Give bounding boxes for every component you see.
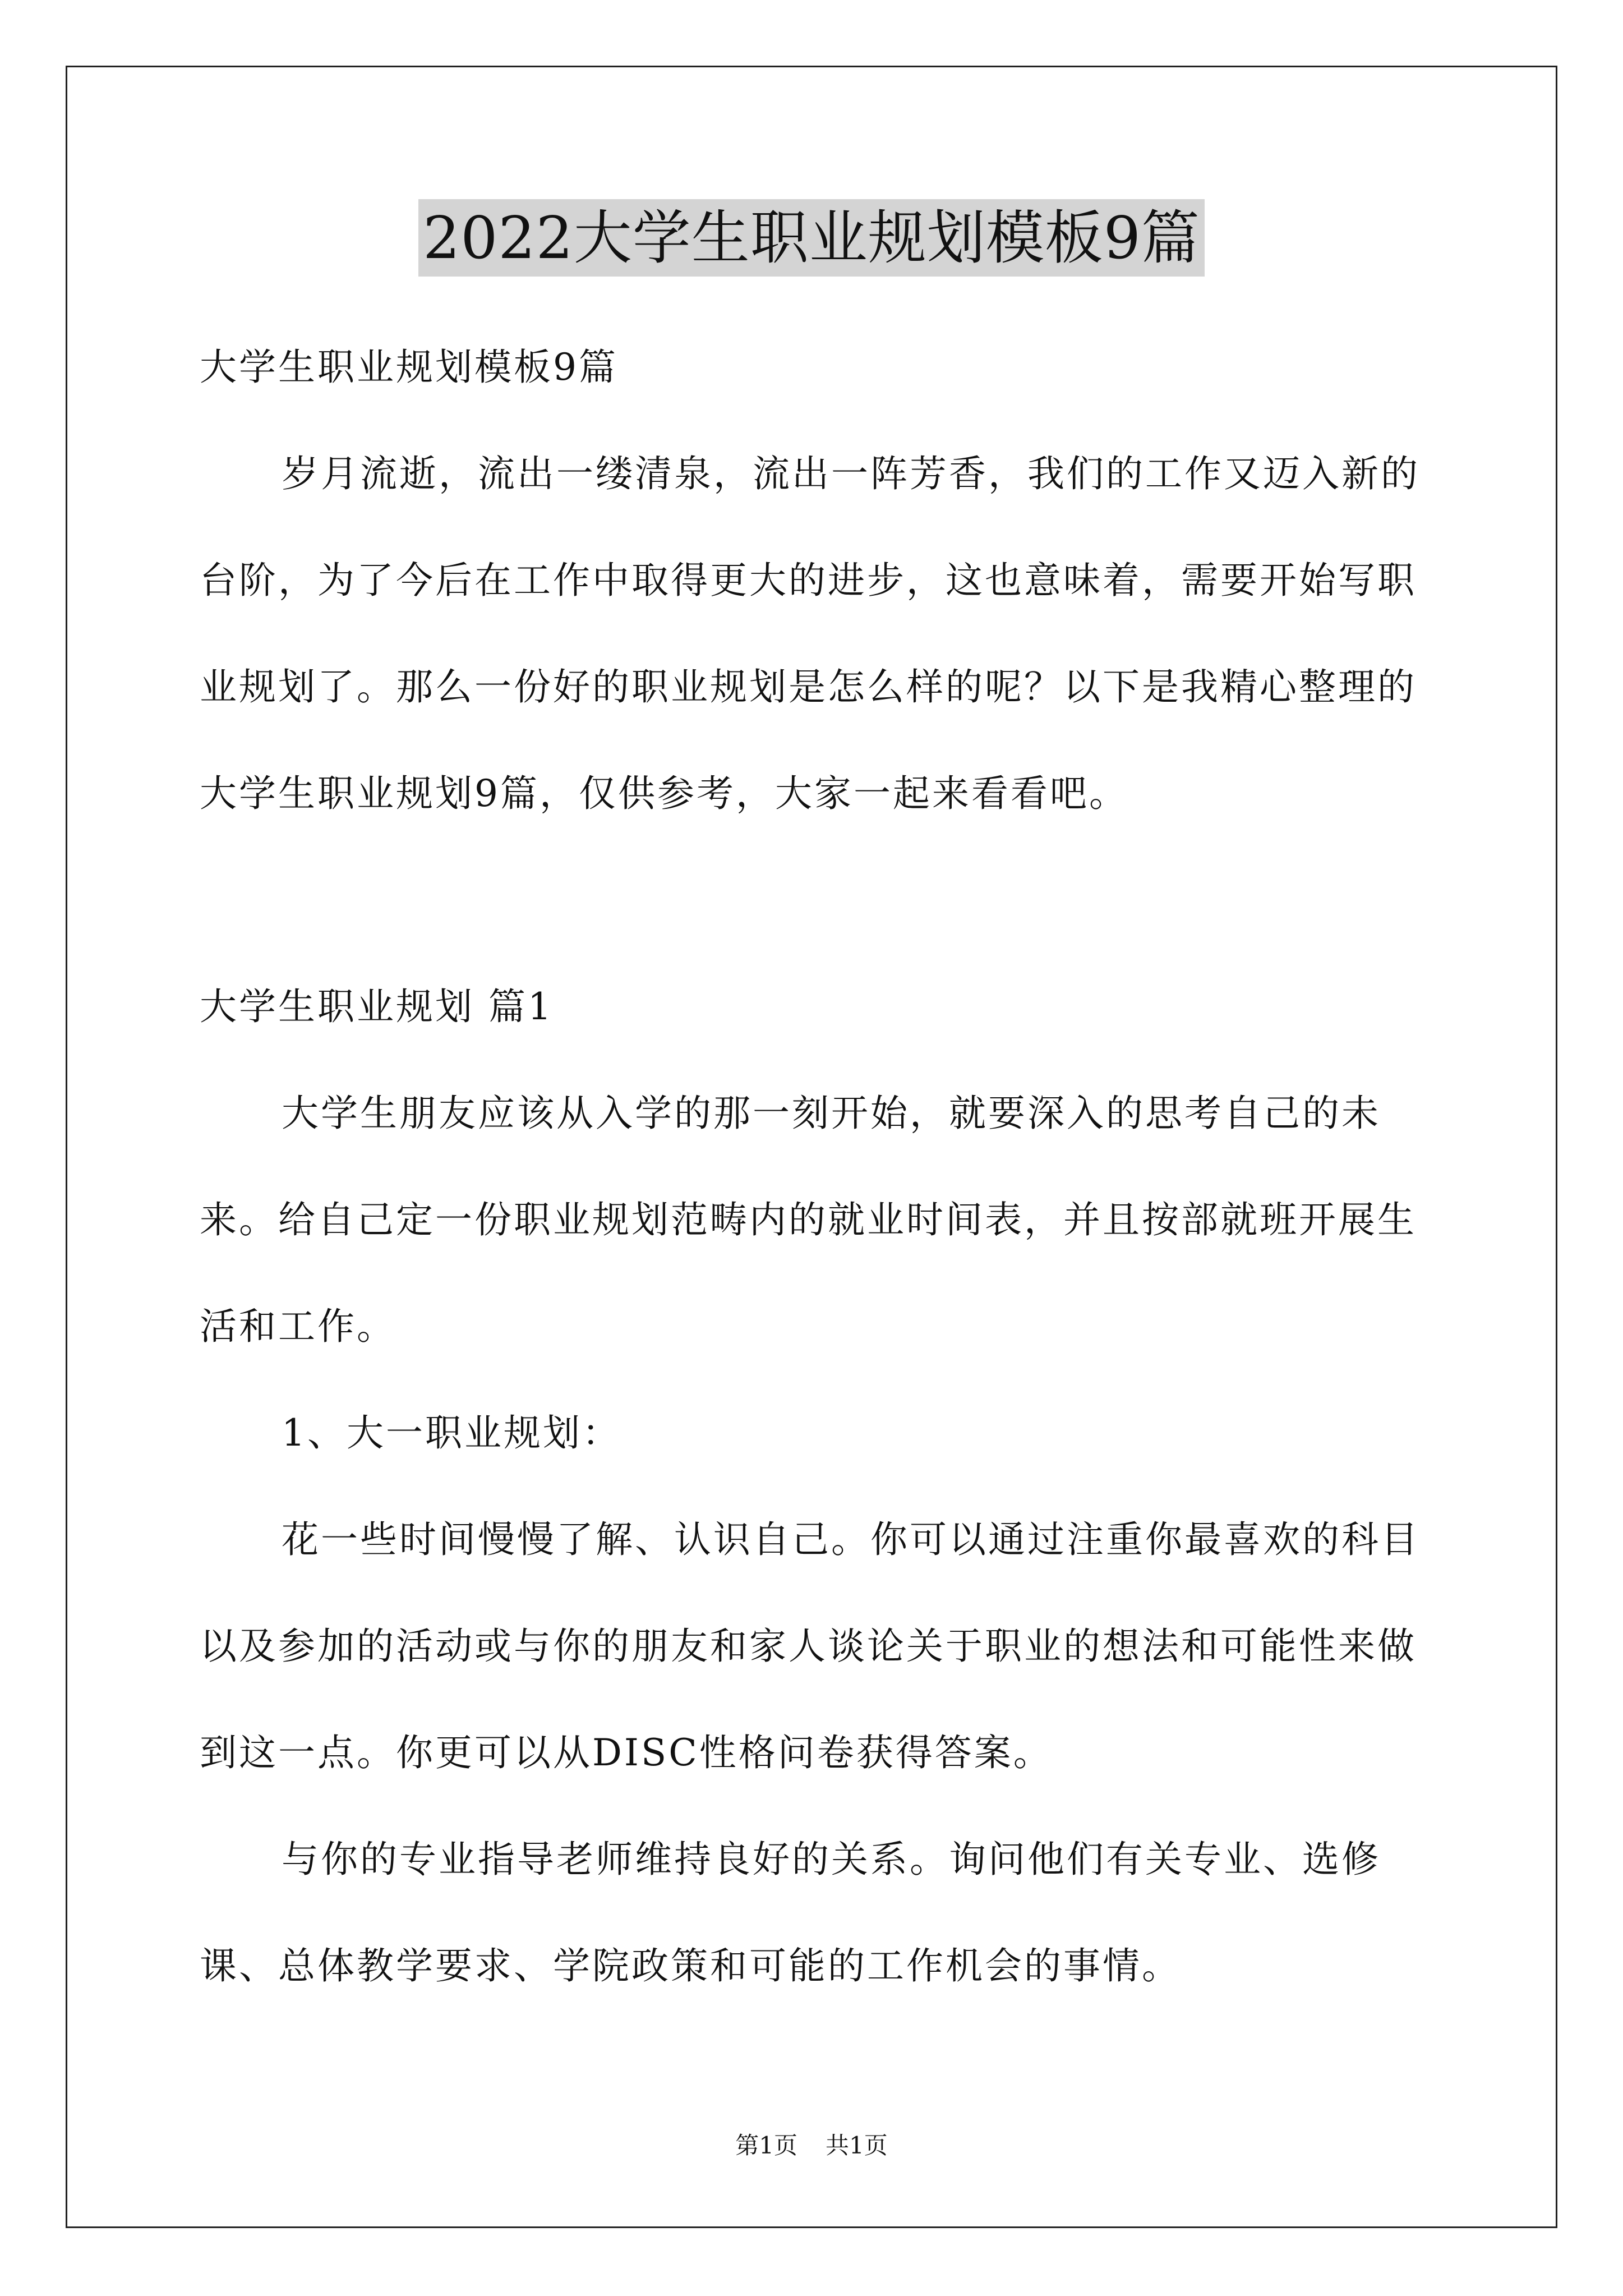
section-heading: 大学生职业规划 篇1	[200, 985, 554, 1028]
document-body	[200, 314, 1428, 2019]
document-subtitle: 大学生职业规划模板9篇	[200, 346, 618, 389]
body-paragraph: 花一些时间慢慢了解、认识自己。你可以通过注重你最喜欢的科目以及参加的活动或与你的朋友和家人谈论关于职业的想法和可能性来做到这一点。你更可以从DISC性格问卷获得答案。	[200, 1518, 1420, 1774]
list-heading: 1、大一职业规划：	[282, 1411, 621, 1455]
document-title: 2022大学生职业规划模板9篇	[418, 199, 1205, 277]
page-footer	[0, 2129, 1623, 2162]
intro-paragraph: 岁月流逝，流出一缕清泉，流出一阵芳香，我们的工作又迈入新的台阶，为了今后在工作中取得更大的进步，这也意味着，需要开始写职业规划了。那么一份好的职业规划是怎么样的呢？以下是我精心整理的大学生职业规划9篇，仅供参考，大家一起来看看吧。	[200, 452, 1420, 815]
body-paragraph: 大学生朋友应该从入学的那一刻开始，就要深入的思考自己的未来。给自己定一份职业规划范畴内的就业时间表，并且按部就班开展生活和工作。	[200, 1092, 1417, 1348]
page-total: 共1页	[826, 2132, 888, 2159]
body-paragraph: 与你的专业指导老师维持良好的关系。询问他们有关专业、选修课、总体教学要求、学院政策和可能的工作机会的事情。	[200, 1838, 1381, 1987]
page-number: 第1页	[735, 2132, 797, 2159]
section-spacer	[200, 847, 1428, 954]
title-container	[0, 199, 1623, 277]
